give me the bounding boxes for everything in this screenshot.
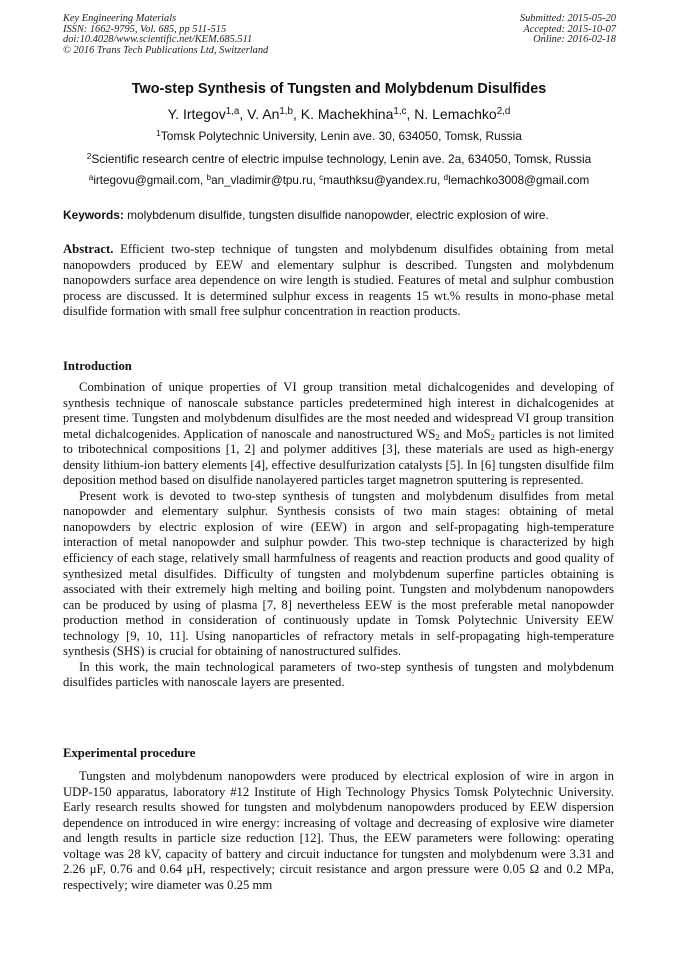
- author: Y. Irtegov$^{1,a}$: [167, 106, 240, 122]
- paragraph: Combination of unique properties of VI group transition metal dichalcogenides and developing of synthesis technique of nanoscale substance particles predetermined high interest in dichalcogenides at present time. Tungsten and molybdenum disulfides are the most needed and widespread VI group transition metal dichalcogenides. Application of nanoscale and nanostructured $WS_2$ and MoS$_2$ particles is not limited to tribotechnical compositions [1, 2] and polymer additives [3], these materials are used as high-energy density lithium-ion battery elements [4], effective desulfurization catalysts [5]. In [6] tungsten disulfide film deposition method based on disulfide nanolayered particles target magnetron sputtering is represented.: [63, 380, 615, 488]
- author: V. An$^{1,b}$: [247, 106, 293, 122]
- introduction-heading: Introduction: [63, 359, 132, 373]
- introduction-section: [63, 380, 614, 691]
- author-list: Y. Irtegov$^{1,a}$, V. An$^{1,b}$, K. Machekhina$^{1,c}$, N. Lemachko$^{2,d}$: [167, 106, 511, 122]
- paragraph: Present work is devoted to two-step synthesis of tungsten and molybdenum disulfides from metal nanopowder and elementary sulphur. Synthesis consists of two main stages: obtaining of metal nanopowders by electric explosion of wire (EEW) in argon and self-propagating high-temperature interaction of metal nanopowder and sulphur powder. This two-step technique is characterized by high efficiency of each stage, relatively small harmfulness of reagents and reaction products and good quality of synthesized metal disulfides. Difficulty of tungsten and molybdenum superfine particles obtaining is associated with their extremely high melting and boiling point. Tungsten and molybdenum nanopowders can be produced by using of plasma [7, 8] nevertheless EEW is the most preferable metal nanopowder production method in consideration of continuously update in Tomsk Polytechnic University EEW technology [9, 10, 11]. Using nanoparticles of refractory metals in self-propagating high-temperature synthesis (SHS) is crucial for obtaining of nanostructured sulfides.: [63, 488, 614, 659]
- paragraph: In this work, the main technological parameters of two-step synthesis of tungsten and molybdenum disulfides particles with nanoscale layers are presented.: [63, 659, 614, 690]
- doi-line[interactable]: doi:10.4028/www.scientific.net/KEM.685.511: [63, 34, 253, 46]
- abstract-label: Abstract.: [63, 242, 114, 256]
- author: N. Lemachko$^{2,d}$: [414, 106, 511, 122]
- email-link[interactable]: $^c$mauthksu@yandex.ru: [319, 172, 438, 187]
- author: K. Machekhina$^{1,c}$: [300, 106, 407, 122]
- email-link[interactable]: $^a$irtegovu@gmail.com: [88, 172, 201, 187]
- accepted-date: Accepted: 2015-10-07: [523, 23, 616, 35]
- experimental-heading: Experimental procedure: [63, 746, 196, 760]
- journal-header: [63, 14, 383, 56]
- email-link[interactable]: $^b$an_vladimir@tpu.ru: [206, 172, 313, 187]
- keywords-label: Keywords:: [63, 208, 124, 222]
- affiliation-1: $^1$Tomsk Polytechnic University, Lenin ave. 30, 634050, Tomsk, Russia: [156, 127, 522, 143]
- online-date: Online: 2016-02-18: [533, 34, 616, 46]
- email-link[interactable]: $^d$lemachko3008@gmail.com: [443, 172, 590, 187]
- submitted-date: Submitted: 2015-05-20: [519, 13, 616, 24]
- experimental-section: [63, 769, 614, 893]
- paper-title: Two-step Synthesis of Tungsten and Molybdenum Disulfides: [131, 81, 547, 97]
- affiliation-2: $^2$Scientific research centre of electric impulse technology, Lenin ave. 2a, 634050, Tomsk, Russia: [86, 150, 592, 166]
- keywords: [63, 207, 619, 223]
- abstract-text: Efficient two-step technique of tungsten and molybdenum disulfides obtaining from metal nanopowders produced by EEW and elementary sulphur is described. Tungsten and molybdenum nanopowders surface area dependence on wire length is studied. Features of metal and sulphur combustion process are discussed. It is determined sulphur excess in reagents 15 wt.% results in mono-phase metal disulfide formation with small free sulphur concentration in reaction products.: [63, 242, 615, 319]
- copyright-line: © 2016 Trans Tech Publications Ltd, Switzerland: [63, 44, 269, 56]
- abstract: [63, 242, 614, 320]
- dates-header: [386, 14, 616, 46]
- issn-line: ISSN: 1662-9795, Vol. 685, pp 511-515: [63, 23, 227, 35]
- email-list: $^a$irtegovu@gmail.com, $^b$an_vladimir@tpu.ru, $^c$mauthksu@yandex.ru, $^d$lemachko3008@gmail.com: [88, 172, 590, 187]
- journal-name: Key Engineering Materials: [63, 13, 177, 24]
- paragraph: Tungsten and molybdenum nanopowders were produced by electrical explosion of wire in argon in UDP-150 apparatus, laboratory #12 Institute of High Technology Physics Tomsk Polytechnic University. Early research results showed for tungsten and molybdenum nanopowders produced by EEW dispersion dependence on introduced in wire energy: increasing of voltage and decreasing of explosive wire diameter and length results in particle size reduction [12]. Thus, the EEW parameters were following: operating voltage was 28 kV, capacity of battery and circuit inductance for tungsten and molybdenum were 3.31 and 2.26 μF, 0.76 and 0.64 μH, respectively; circuit resistance and argon pressure were 0.05 Ω and 0.2 MPa, respectively; wire diameter was 0.25 mm: [63, 769, 614, 892]
- keywords-text: molybdenum disulfide, tungsten disulfide nanopowder, electric explosion of wire.: [127, 208, 549, 222]
